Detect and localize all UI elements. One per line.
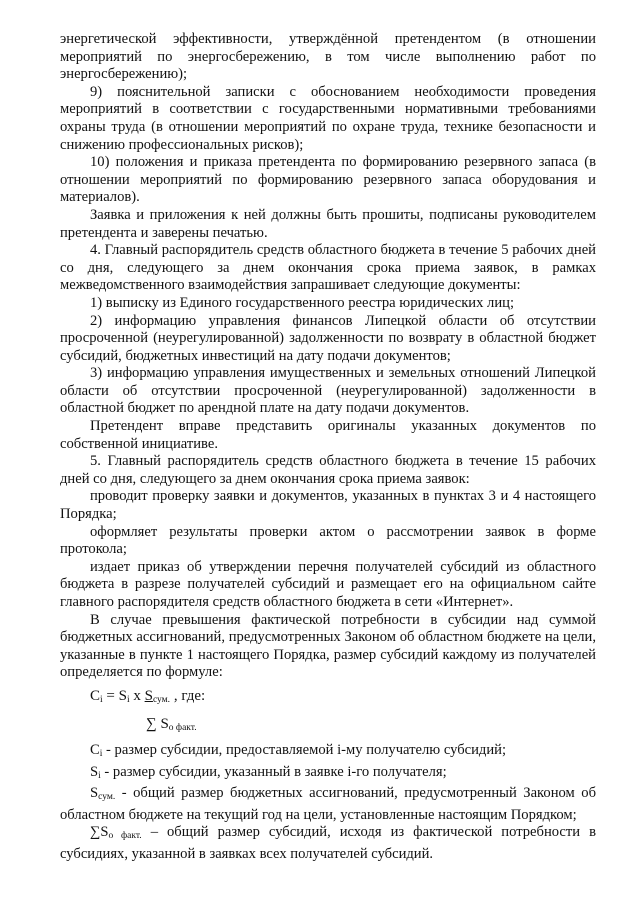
paragraph: 2) информацию управления финансов Липецкой области об отсутствии просроченной (неурегулированной) задолженности по возврату в областной бюджет субсидий, бюджетных инвестиций на дату подачи документов; [60, 312, 596, 364]
paragraph: энергетической эффективности, утверждённой претендентом (в отношении мероприятий по энергосбережению, в том числе выполнению работ по энергосбережению); [60, 31, 596, 83]
paragraph: Претендент вправе представить оригиналы указанных документов по собственной инициативе. [60, 418, 596, 452]
spacer [60, 734, 596, 742]
definition-symbol: S [90, 785, 99, 802]
body-text [60, 31, 596, 682]
definition-item [60, 824, 596, 863]
paragraph: Заявка и приложения к ней должны быть прошиты, подписаны руководителем претендента и заверены печатью. [60, 206, 596, 241]
definition-text: - размер субсидии, указанный в заявке i-го получателя; [100, 763, 447, 780]
paragraph: 4. Главный распорядитель средств областного бюджета в течение 5 рабочих дней со дня, следующего за днем окончания срока приема заявок, в рамках межведомственного взаимодействия запрашивает следующие документы: [60, 242, 596, 294]
formula-sub-fact: о факт. [168, 722, 197, 733]
paragraph: 1) выписку из Единого государственного реестра юридических лиц; [90, 294, 515, 311]
formula-so: S [160, 715, 169, 732]
document-page [60, 31, 596, 864]
formula-numerator [145, 688, 170, 704]
paragraph: издает приказ об утверждении перечня получателей субсидий из областного бюджета в разрезе получателей субсидий и размещает его на официальном сайте главного распорядителя средств областного бюджета в сети «Интернет». [60, 558, 596, 610]
paragraph: 10) положения и приказа претендента по формированию резервного запаса (в отношении мероприятий по формированию резервного запаса оборудования и материалов). [60, 154, 596, 206]
formula-sub-i: i [100, 694, 103, 705]
definition-subscript: i [99, 748, 103, 759]
paragraph: 9) пояснительной записки с обоснованием необходимости проведения мероприятий в соответствии с государственными нормативными требованиями охраны труда (в отношении мероприятий по охране труда, технике безопасности и снижению профессиональных рисков); [60, 83, 596, 153]
paragraph: оформляет результаты проверки актом о рассмотрении заявок в форме протокола; [60, 523, 596, 558]
definition-item [60, 764, 596, 786]
formula-eq: = [102, 687, 119, 704]
paragraph: 3) информацию управления имущественных и земельных отношений Липецкой области об отсутствии просроченной (неурегулированной) задолженности в областной бюджет по арендной плате на дату подачи документов. [60, 365, 596, 417]
paragraph: 5. Главный распорядитель средств областного бюджета в течение 15 рабочих дней со дня, следующего за днем окончания срока приема заявок: [60, 453, 596, 487]
formula-line [90, 688, 205, 710]
paragraph: В случае превышения фактической потребности в субсидии над суммой бюджетных ассигнований, предусмотренных Законом об областном бюджете на цели, указанные в пункте 1 настоящего Порядка, размер субсидий каждому из получателей определяется по формуле: [60, 611, 596, 681]
formula-denominator [146, 716, 197, 738]
paragraph: проводит проверку заявки и документов, указанных в пунктах 3 и 4 настоящего Порядка; [60, 488, 596, 523]
definition-text: – общий размер субсидий, исходя из фактической потребности в субсидиях, указанной в заявках всех получателей субсидий. [60, 824, 596, 862]
formula-sigma: ∑ [146, 715, 161, 732]
definition-symbol: C [90, 741, 100, 758]
definition-subscript: сум. [98, 792, 116, 803]
subsidy-formula [90, 688, 596, 734]
definitions-list [60, 742, 596, 864]
definition-subscript: i [98, 770, 101, 781]
definition-symbol: S [100, 824, 109, 841]
formula-si: S [118, 687, 127, 704]
formula-sub-sum: сум. [152, 694, 171, 705]
definition-subscript: о факт. [108, 831, 142, 842]
definition-text: - размер субсидии, предоставляемой i-му получателю субсидий; [102, 741, 507, 758]
formula-tail: , где: [170, 687, 206, 704]
formula-ci: C [90, 687, 101, 704]
definition-item [60, 785, 596, 824]
formula-times: x [129, 687, 145, 704]
definition-item [60, 742, 596, 764]
formula-sub-i2: i [126, 694, 130, 705]
formula-ssum: S [144, 687, 153, 704]
definition-symbol: S [90, 763, 99, 780]
definition-sigma: ∑ [90, 824, 101, 841]
definition-text: - общий размер бюджетных ассигнований, предусмотренный Законом об областном бюджете на текущий год на цели, установленные настоящим Порядком; [60, 785, 596, 823]
